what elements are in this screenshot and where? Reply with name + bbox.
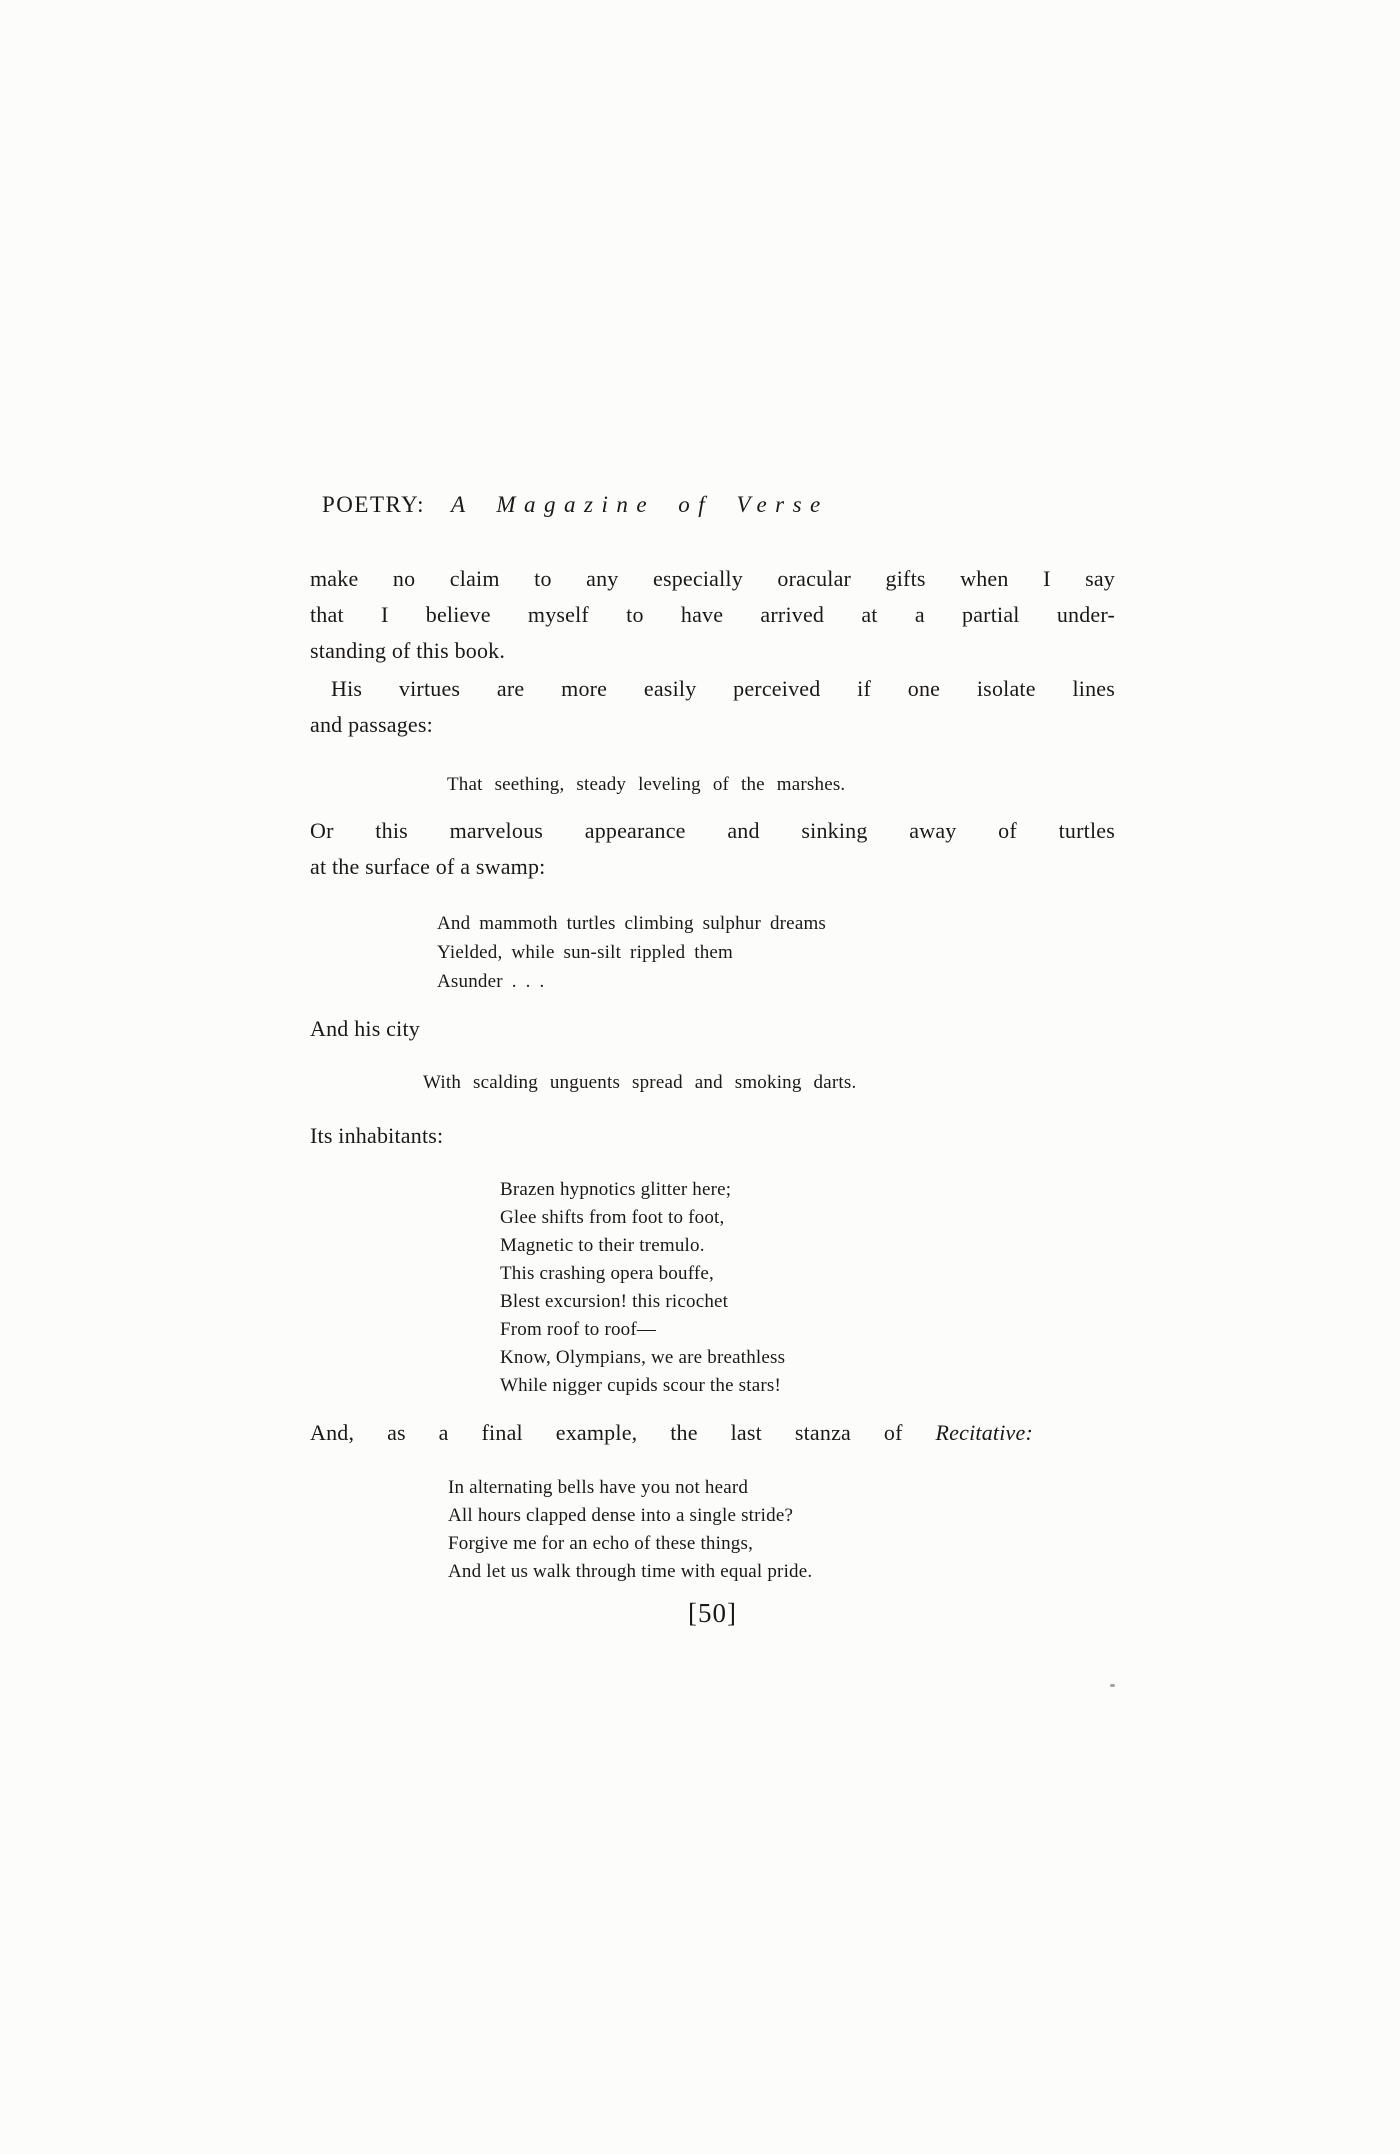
running-head <box>322 490 829 520</box>
verse-line: Magnetic to their tremulo. <box>500 1235 705 1256</box>
verse-line: From roof to roof— <box>500 1319 657 1340</box>
text-line: standing of this book. <box>310 638 506 663</box>
text-line: make no claim to any especially oracular gifts when I say <box>310 566 1115 591</box>
paragraph <box>310 561 1115 669</box>
verse-line: And mammoth turtles climbing sulphur dreams <box>437 913 827 934</box>
verse-line: And let us walk through time with equal pride. <box>448 1561 813 1582</box>
verse-line: Yielded, while sun-silt rippled them <box>437 942 734 963</box>
text-line: And his city <box>310 1016 420 1041</box>
text-line: at the surface of a swamp: <box>310 854 546 879</box>
page-number: [50] <box>688 1598 737 1628</box>
text-line <box>310 1415 1033 1451</box>
verse-line: This crashing opera bouffe, <box>500 1263 714 1284</box>
running-head-magazine-title: POETRY: <box>322 492 425 517</box>
verse-line: In alternating bells have you not heard <box>448 1477 749 1498</box>
scan-speck <box>1110 1684 1115 1687</box>
verse-line: Brazen hypnotics glitter here; <box>500 1179 732 1200</box>
text-line: Its inhabitants: <box>310 1123 444 1148</box>
final-example-paragraph <box>310 1415 1033 1451</box>
paragraph <box>310 813 1115 885</box>
verse-quote <box>448 1474 812 1586</box>
verse-quote <box>500 1176 785 1400</box>
verse-line: All hours clapped dense into a single stride? <box>448 1505 794 1526</box>
verse-quote <box>437 909 826 996</box>
verse-line: With scalding unguents spread and smoking darts. <box>423 1072 857 1093</box>
verse-line: Forgive me for an echo of these things, <box>448 1533 754 1554</box>
poem-title-recitative: Recitative: <box>935 1420 1033 1445</box>
verse-line: While nigger cupids scour the stars! <box>500 1375 782 1396</box>
running-head-subtitle: A Magazine of Verse <box>450 492 829 517</box>
verse-line: Asunder . . . <box>437 971 545 992</box>
text-line: His virtues are more easily perceived if one isolate lines <box>331 676 1115 701</box>
final-example-text: And, as a final example, the last stanza of <box>310 1420 936 1445</box>
verse-line: Glee shifts from foot to foot, <box>500 1207 725 1228</box>
verse-line: Know, Olympians, we are breathless <box>500 1347 786 1368</box>
verse-line: Blest excursion! this ricochet <box>500 1291 729 1312</box>
verse-line: That seething, steady leveling of the marshes. <box>447 774 846 795</box>
text-line: Or this marvelous appearance and sinking away of turtles <box>310 818 1115 843</box>
verse-quote <box>447 771 845 799</box>
paragraph <box>310 671 1115 743</box>
verse-quote <box>423 1069 856 1097</box>
text-line: and passages: <box>310 712 433 737</box>
paragraph <box>310 1011 1115 1047</box>
text-line: that I believe myself to have arrived at a partial under- <box>310 602 1115 627</box>
paragraph <box>310 1118 1115 1154</box>
